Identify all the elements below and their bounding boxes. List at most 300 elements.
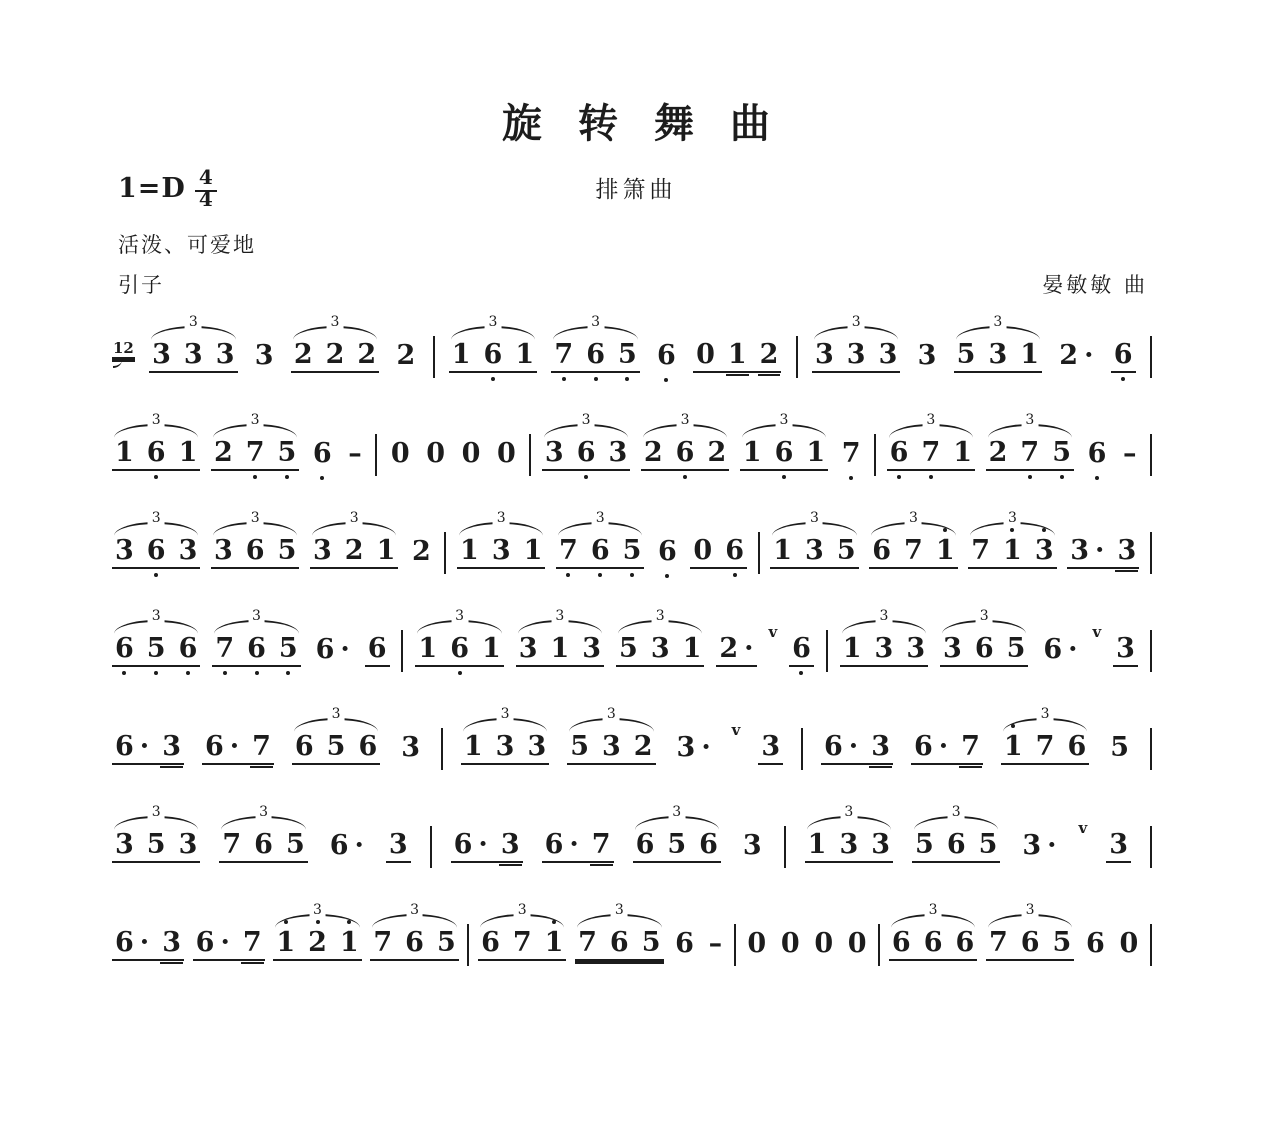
octave-dot-low [625,377,629,381]
note-group [291,314,379,373]
note: 6 [1114,341,1133,368]
triplet-number: 3 [1021,413,1038,427]
note: 3 [943,633,962,664]
note: 6 [247,635,266,662]
note: 3 [878,339,898,370]
note-group [310,440,335,470]
note: 6 [254,829,273,860]
note-group [449,314,537,373]
note-group [415,608,503,667]
note: 6 [245,535,265,566]
note: 5 [623,537,642,564]
note-group [393,342,418,372]
note: 7 [242,927,262,958]
note-group [494,440,519,470]
duration-dot: · [701,732,711,763]
note: 2 [325,339,345,370]
octave-dot-low [223,671,227,675]
note: 3 [742,830,762,861]
note-group [778,930,803,960]
note: 1 [550,633,570,664]
note: 6 [484,341,503,368]
note-group [744,930,769,960]
barline [1150,826,1152,868]
note-group [789,635,814,667]
note: 6 [657,342,676,369]
note: 3 [254,340,274,371]
triplet-number: 3 [948,805,965,819]
note: 6 [792,635,811,662]
note: 1 [276,929,295,956]
triplet-number: 3 [806,511,823,525]
note: 1 [115,437,134,468]
note: 2 [357,339,377,370]
barline [444,532,446,574]
note: 2 [396,340,416,371]
breath-mark: v [731,721,741,739]
octave-dot-low [562,377,566,381]
note-group [706,930,726,960]
triplet-number: 3 [848,315,865,329]
note: 6 · [453,829,488,860]
octave-dot-low [664,378,668,382]
duration-dot: · [1084,340,1094,371]
triplet-number: 3 [776,413,793,427]
note: 6 [775,439,794,466]
breath-mark: v [768,623,778,641]
note: 3 [1116,633,1135,664]
octave-dot-low [122,671,126,675]
note: 3 [582,633,602,664]
triplet-number: 3 [148,413,165,427]
barline [826,630,828,672]
note: 6 · [115,927,150,958]
note-group [409,538,434,568]
barline [401,630,403,672]
barline [529,434,531,476]
note: 5 [436,927,456,958]
note-group [1116,930,1141,960]
note-group [954,314,1042,373]
triplet-number: 3 [875,609,892,623]
note: 7 [246,439,265,466]
octave-dot-low [285,475,289,479]
note: 6 [1088,440,1107,467]
note: 0 [461,438,481,469]
note-group [451,831,523,863]
triplet-number: 3 [346,511,363,525]
triplet-number: 3 [677,413,694,427]
note-group [542,831,614,863]
music-line [112,902,1152,969]
barline [734,924,736,966]
note-group [821,733,893,765]
note: 5 [619,633,638,664]
note: 0 [426,438,446,469]
octave-dot-low [566,573,570,577]
note: 7 [578,927,597,958]
note: 7 [222,829,242,860]
note: 6 · [115,731,150,762]
note: 7 [921,439,940,466]
octave-dot-high [1010,528,1014,532]
note-group [840,608,928,667]
note: 3 [1035,537,1054,564]
note: 0 [847,928,867,959]
octave-dot-low [1028,475,1032,479]
barline [433,336,435,378]
note: 3 [1117,535,1137,566]
score [112,314,1152,969]
note: 6 [946,829,966,860]
duration-dot: · [569,829,579,860]
triplet-number: 3 [148,609,165,623]
note-group [740,412,828,471]
note: 2 [633,731,653,762]
triplet-number: 3 [309,903,326,917]
note: 3 [500,829,520,860]
octave-dot-low [154,475,158,479]
duration-dot: · [1095,535,1105,566]
note: 7 [559,537,578,564]
tempo-marking: 活泼、可爱地 [118,233,256,257]
triplet-number: 3 [905,511,922,525]
note-group [911,733,983,765]
note-group [986,902,1074,961]
note: 6 · [329,830,364,861]
octave-dot-low [683,475,687,479]
note: 2 [643,437,663,468]
grace-notes: 12 [113,339,134,357]
note-group [616,608,704,667]
note-group [1111,341,1136,373]
note: 3 [988,339,1008,370]
note-group [516,608,604,667]
note: 7 [215,635,234,662]
duration-dot: · [744,633,754,664]
note: 6 [591,537,610,564]
note: 0 [696,339,715,370]
note-group [915,342,940,372]
note: 3 [491,535,511,566]
note-group [313,636,353,666]
note: 5 [1006,633,1026,664]
note: 7 [373,927,393,958]
barline [758,532,760,574]
note: 3 [846,339,866,370]
barline [784,826,786,868]
note: 6 · [315,634,350,665]
note-group [693,341,781,373]
note: 3 [805,535,824,566]
note: 1 [727,339,747,370]
note: 6 [872,535,892,566]
note: 0 [496,438,516,469]
note-group [112,608,200,667]
note-group [633,804,721,863]
note-group [845,930,870,960]
note-group [1107,734,1132,764]
note: 7 [554,341,573,368]
note: 3 [650,633,670,664]
note: 5 [667,829,687,860]
barline [878,924,880,966]
note-group [423,440,448,470]
note-group [1085,440,1110,470]
note: 3 [761,731,781,762]
octave-dot-low [255,671,259,675]
section-label: 引子 [118,273,164,297]
triplet-number: 3 [976,609,993,623]
octave-dot-low [154,573,158,577]
note: 3 [162,731,181,762]
note: 5 [570,731,589,762]
note-group [812,314,900,373]
note: 3 [1109,829,1129,860]
note: 5 [1052,439,1071,466]
note: 1 [842,633,862,664]
barline [796,336,798,378]
note-group [556,510,644,569]
triplet-number: 3 [327,315,344,329]
triplet-number: 3 [551,609,568,623]
note: 2 · [1059,340,1094,371]
music-line [112,510,1152,577]
octave-dot-low [897,475,901,479]
barline [375,434,377,476]
triplet-number: 3 [578,413,595,427]
note-group [655,538,680,568]
note: 3 [906,633,926,664]
note: 6 [955,927,975,958]
section-composer-row [118,269,1148,299]
note-group [273,902,361,961]
note-group [398,734,423,764]
note-group [839,440,864,470]
note: 6 [481,927,500,958]
note-group [968,510,1056,569]
note: 3 · [1070,535,1105,566]
note: 3 [183,339,203,370]
note-group [672,930,697,960]
note: 2 [213,437,233,468]
note: 1 [463,731,483,762]
octave-dot-high [316,920,320,924]
note-group [542,412,630,471]
note: 3 · [676,732,711,763]
note: 3 [871,731,890,762]
note: 3 [874,633,894,664]
triplet-number: 3 [840,805,857,819]
octave-dot-high [552,920,556,924]
duration-dot: · [1068,634,1078,665]
note: 2 [988,437,1008,468]
octave-dot-low [320,476,324,480]
triplet-number: 3 [406,903,423,917]
note: 3 [115,535,134,566]
octave-dot-low [458,671,462,675]
note: 3 [917,340,937,371]
triplet-number: 3 [514,903,531,917]
barline [1150,336,1152,378]
note-group [292,706,380,765]
note: 0 [747,928,767,959]
note-group [986,412,1074,471]
triplet-number: 3 [989,315,1006,329]
octave-dot-low [849,476,853,480]
note-group [1040,636,1080,666]
note: 6 [358,731,378,762]
breath-mark: v [1078,819,1088,837]
note: 6 [450,635,469,662]
note: 0 [1119,928,1139,959]
note-group [1120,440,1140,470]
note: 1 [460,535,479,566]
note-group [690,537,747,569]
triplet-number: 3 [925,903,942,917]
note: 3 [178,535,198,566]
note: 7 [971,535,991,566]
note: 1 [376,535,396,566]
note-group [365,635,390,667]
note-group [575,902,663,961]
note: 7 [512,927,532,958]
triplet-number: 3 [611,903,628,917]
note-group [149,314,237,373]
note-group [211,412,299,471]
note: 6 [179,635,198,662]
note: 6 [1067,731,1087,762]
note-group [211,510,299,569]
triplet-number: 3 [484,315,501,329]
note: 1 [1004,733,1023,760]
note-group [1106,831,1131,863]
triplet-number: 3 [592,511,609,525]
note-group [252,342,277,372]
note: 0 [814,928,834,959]
music-line [112,706,1152,773]
octave-dot-low [286,671,290,675]
note-group [219,804,307,863]
breath-mark: v [1092,623,1102,641]
note-group [887,412,975,471]
triplet-number: 3 [148,805,165,819]
duration-dot: · [478,829,488,860]
note: 6 [725,537,744,564]
song-subtitle: 排箫曲 [595,177,677,203]
note: 0 [693,535,713,566]
triplet-number: 3 [587,315,604,329]
octave-dot-low [630,573,634,577]
duration-dot: · [139,927,150,958]
note: 6 [586,341,605,368]
note: 1 [340,929,359,956]
note: 5 [915,829,934,860]
octave-dot-low [491,377,495,381]
note: 5 [285,829,305,860]
note: 6 [675,928,694,959]
note: 6 [115,635,134,662]
note-group [912,804,1000,863]
note: 1 [807,829,827,860]
note-group [641,412,729,471]
triplet-number: 3 [247,413,264,427]
note: 5 [147,635,166,662]
note: 1 [1020,339,1040,370]
note: 1 [806,437,826,468]
note: – [348,438,362,469]
note: 7 [842,440,861,467]
note-group [461,706,549,765]
note: 5 [956,339,976,370]
octave-dot-low [594,377,598,381]
composer-credit: 晏敏敏 曲 [1042,273,1148,297]
note: 5 [277,535,297,566]
note: 6 [890,439,909,466]
note: 3 [313,535,332,566]
triplet-number: 3 [603,707,620,721]
note: 7 [904,535,923,566]
note-group [716,635,756,667]
duration-dot: · [220,927,230,958]
song-title: 旋转舞曲 [502,100,806,147]
note: 5 [279,635,298,662]
note: 6 [294,731,314,762]
note: 6 [699,829,718,860]
note: 1 [1003,537,1022,564]
note: 6 [974,633,994,664]
note: 0 [780,928,800,959]
octave-dot-low [665,574,669,578]
note: 6 [367,633,387,664]
triplet-number: 3 [652,609,669,623]
note: – [708,928,723,959]
duration-dot: · [139,731,150,762]
triplet-number: 3 [255,805,272,819]
note-group [345,440,365,470]
octave-dot-low [253,475,257,479]
note: 6 · [1043,634,1078,665]
note-group [1083,930,1108,960]
barline [441,728,443,770]
note: 3 [401,732,420,763]
note: 2 [293,339,313,370]
note: 2 [412,536,431,567]
barline [430,826,432,868]
triplet-number: 3 [185,315,202,329]
note-group [1056,342,1096,372]
note: 6 [1085,928,1105,959]
note-group [212,608,300,667]
music-line [112,608,1152,675]
note-group [869,510,957,569]
note: 1 [451,339,471,370]
triplet-number: 3 [148,511,165,525]
meter-denominator: 4 [198,187,213,211]
meter-numerator: 4 [195,165,217,192]
barline [801,728,803,770]
barline [874,434,876,476]
note: 6 [676,439,695,466]
note-group [327,832,367,862]
note: 1 [742,437,762,468]
note: 6 [147,439,166,466]
octave-dot-high [284,920,288,924]
note-group [310,510,398,569]
note-group [758,733,783,765]
note: 5 [146,829,166,860]
note: 3 [518,633,538,664]
